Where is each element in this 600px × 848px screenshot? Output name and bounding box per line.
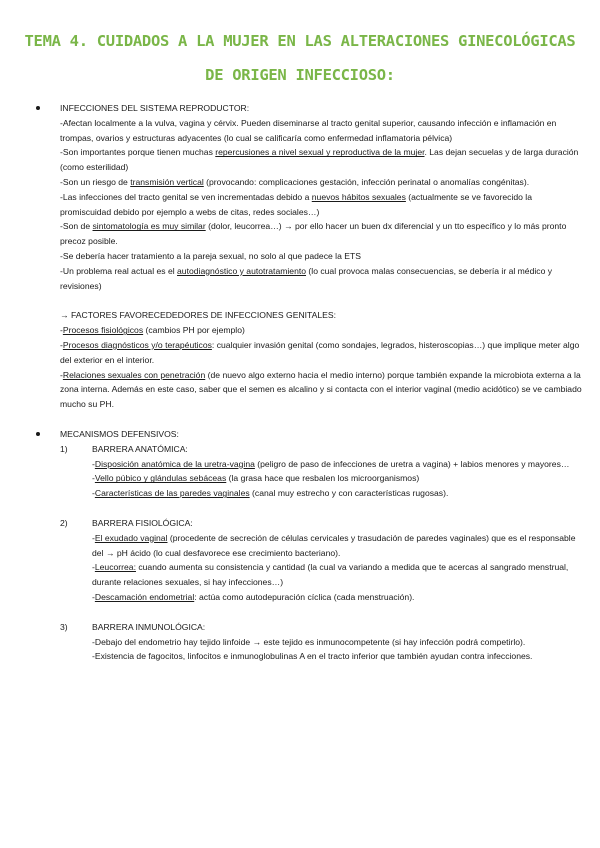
factor-item: -Procesos diagnósticos y/o terapéuticos: cualquier invasión genital (como sondajes, legrados, histeroscopias…) que implique meter algo del exterior en el interior. <box>60 339 580 365</box>
paragraph: -Son de sintomatología es muy similar (dolor, leucorrea…) → por ello hacer un buen dx diferencial y un tto específico y lo más pronto precoz posible. <box>60 221 567 247</box>
barrier-item: -Leucorrea: cuando aumenta su consistencia y cantidad (la cual va variando a medida que te acercas al sangrado menstrual, durante relaciones sexuales, si hay infecciones…) <box>92 562 569 588</box>
list-number: 3) <box>60 621 68 632</box>
bullet-icon <box>36 106 40 110</box>
barrier-inmunologica <box>60 620 584 664</box>
section-heading: INFECCIONES DEL SISTEMA REPRODUCTOR: <box>60 103 250 113</box>
barrier-anatomica <box>60 442 584 501</box>
section-mecanismos <box>36 427 584 664</box>
list-number: 1) <box>60 443 68 454</box>
barrier-item: -Debajo del endometrio hay tejido linfoide → este tejido es inmunocompetente (si hay infección podrá competirlo). <box>92 636 526 647</box>
barrier-item: -Disposición anatómica de la uretra-vagina (peligro de paso de infecciones de uretra a vagina) + labios menores y mayores… <box>92 458 570 469</box>
factor-item: -Relaciones sexuales con penetración (de nuevo algo externo hacia el medio interno) porque también expande la microbiota externa a la zona interna. Además en este caso, saber que el semen es alcalino y si contacta con el interior vaginal (medio acidótico) se ve cambiado mucho su PH. <box>60 369 582 410</box>
paragraph: -Un problema real actual es el autodiagnóstico y autotratamiento (lo cual provoca malas consecuencias, se debería ir al médico y revisiones) <box>60 265 553 291</box>
list-number: 2) <box>60 517 68 528</box>
bullet-icon <box>36 432 40 436</box>
barrier-item: -Características de las paredes vaginales (canal muy estrecho y con características rugosas). <box>92 488 449 499</box>
paragraph: -Son importantes porque tienen muchas repercusiones a nivel sexual y reproductiva de la mujer. Las dejan secuelas y de larga duración (como esterilidad) <box>60 147 579 173</box>
paragraph: -Son un riesgo de transmisión vertical (provocando: complicaciones gestación, infección perinatal o anomalías congénitas). <box>60 176 530 187</box>
barrier-item: -Descamación endometrial: actúa como autodepuración cíclica (cada menstruación). <box>92 591 415 602</box>
paragraph: -Las infecciones del tracto genital se ven incrementadas debido a nuevos hábitos sexuales (actualmente se ve favorecido la promiscuidad debido por ejemplo a webs de citas, redes sociales…) <box>60 191 532 217</box>
barrier-item: -Vello púbico y glándulas sebáceas (la grasa hace que resbalen los microorganismos) <box>92 473 420 484</box>
paragraph: -Afectan localmente a la vulva, vagina y cérvix. Pueden diseminarse al tracto genital superior, causando infección e inflamación en trompas, ovarios y estructuras adyacentes (lo cual se calificaría como enfermedad inflamatoria pélvica) <box>60 117 557 143</box>
factors-heading: → FACTORES FAVORECEDEDORES DE INFECCIONES GENITALES: <box>60 310 337 321</box>
barrier-title: BARRERA INMUNOLÓGICA: <box>92 621 206 632</box>
section-heading: MECANISMOS DEFENSIVOS: <box>60 428 179 439</box>
paragraph: -Se debería hacer tratamiento a la pareja sexual, no solo al que padece la ETS <box>60 250 361 261</box>
section-infecciones <box>36 101 584 412</box>
title-line-1: TEMA 4. CUIDADOS A LA MUJER EN LAS ALTERACIONES GINECOLÓGICAS <box>24 32 576 50</box>
document-body <box>36 101 584 664</box>
barrier-title: BARRERA FISIOLÓGICA: <box>92 517 193 528</box>
factor-item: -Procesos fisiológicos (cambios PH por ejemplo) <box>60 325 245 336</box>
title-line-2: DE ORIGEN INFECCIOSO: <box>205 66 395 84</box>
barrier-item: -Existencia de fagocitos, linfocitos e inmunoglobulinas A en el tracto inferior que también ayudan contra infecciones. <box>92 651 533 662</box>
barrier-item: -El exudado vaginal (procedente de secreción de células cervicales y trasudación de paredes vaginales) que es el responsable del → pH ácido (lo cual desfavorece ese crecimiento bacteriano). <box>92 532 576 558</box>
barrier-fisiologica <box>60 516 584 605</box>
document-title <box>0 24 600 92</box>
barrier-title: BARRERA ANATÓMICA: <box>92 443 188 454</box>
